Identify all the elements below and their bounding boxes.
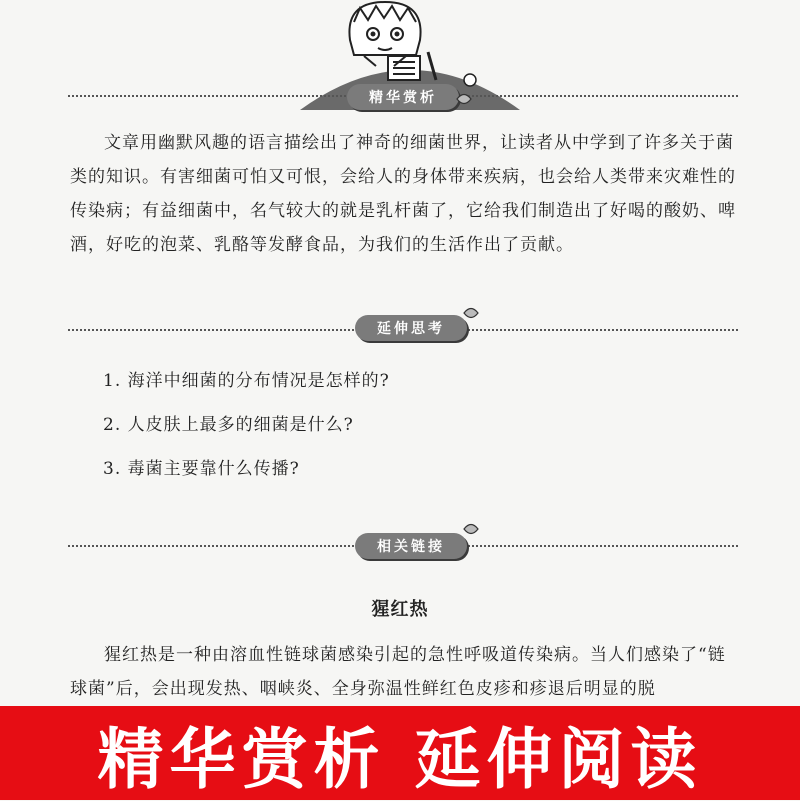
leaf-icon <box>462 520 480 538</box>
section-badge-related: 相关链接 <box>355 533 467 559</box>
leaf-icon <box>455 90 473 108</box>
appreciation-paragraph: 文章用幽默风趣的语言描绘出了神奇的细菌世界，让读者从中学到了许多关于菌类的知识。有害细菌可怕又可恨，会给人的身体带来疾病，也会给人类带来灾难性的传染病；有益细菌中，名气较大的就是乳杆菌了，它给我们制造出了好喝的酸奶、啤酒，好吃的泡菜、乳酪等发酵食品，为我们的生活作出了贡献。 <box>70 133 736 255</box>
promo-banner-text: 精华赏析 延伸阅读 <box>97 720 703 798</box>
promo-banner <box>0 706 800 800</box>
section-badge-appreciation: 精华赏析 <box>347 84 459 110</box>
question-item: 2. 人皮肤上最多的细菌是什么? <box>103 415 354 435</box>
section-badge-extension: 延伸思考 <box>355 315 467 341</box>
related-paragraph: 猩红热是一种由溶血性链球菌感染引起的急性呼吸道传染病。当人们感染了“链球菌”后，会出现发热、咽峡炎、全身弥温性鲜红色皮疹和疹退后明显的脱 <box>70 645 726 699</box>
question-item: 3. 毒菌主要靠什么传播? <box>103 459 300 479</box>
girl-face-icon <box>330 0 440 70</box>
leaf-icon <box>462 304 480 322</box>
article-title: 猩红热 <box>371 599 429 620</box>
question-item: 1. 海洋中细菌的分布情况是怎样的? <box>103 371 390 391</box>
